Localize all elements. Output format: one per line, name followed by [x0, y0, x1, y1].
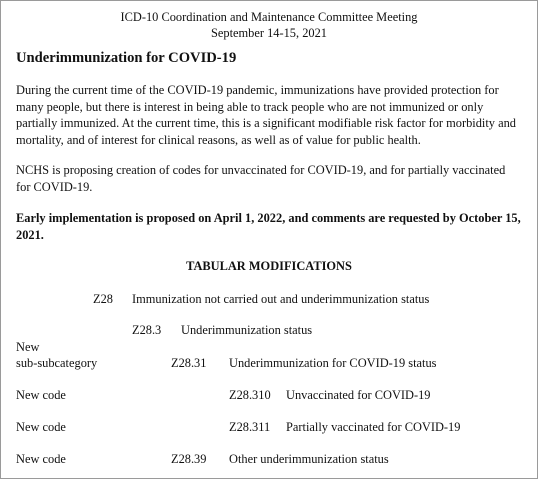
code-z28-310-description: Unvaccinated for COVID-19: [286, 388, 431, 402]
intro-paragraph: During the current time of the COVID-19 pandemic, immunizations have provided protection for many people, but there is interest in being able to track people who are not immunized or only partially immunized. At the current time, this is a significant modifiable risk factor for morbidity and mortality, and of interest for clinical reasons, as well as of value for public health.: [16, 83, 516, 147]
code-z28-311-description: Partially vaccinated for COVID-19: [286, 420, 461, 434]
row-label-new-code: New code: [16, 388, 66, 402]
implementation-paragraph: Early implementation is proposed on April 1, 2022, and comments are requested by October 15, 2021.: [16, 211, 521, 242]
code-z28-3-description: Underimmunization status: [181, 323, 313, 337]
code-z28-311: Z28.311: [229, 420, 271, 434]
proposal-paragraph: NCHS is proposing creation of codes for unvaccinated for COVID-19, and for partially vaccinated for COVID-19.: [16, 163, 506, 194]
row-label-sub-subcategory: sub-subcategory: [16, 356, 98, 370]
code-z28: Z28: [93, 292, 113, 306]
header-date: September 14-15, 2021: [211, 26, 327, 40]
code-z28-description: Immunization not carried out and underimmunization status: [132, 292, 430, 306]
code-z28-39-description: Other underimmunization status: [229, 452, 389, 466]
code-z28-39: Z28.39: [171, 452, 207, 466]
code-z28-31: Z28.31: [171, 356, 207, 370]
header-committee: ICD-10 Coordination and Maintenance Committee Meeting: [120, 10, 418, 24]
code-z28-31-description: Underimmunization for COVID-19 status: [229, 356, 437, 370]
code-z28-3: Z28.3: [132, 323, 162, 337]
code-z28-310: Z28.310: [229, 388, 271, 402]
page-title: Underimmunization for COVID-19: [16, 50, 237, 66]
row-label-new-code: New code: [16, 420, 66, 434]
row-label-new: New: [16, 340, 40, 354]
tabular-heading: TABULAR MODIFICATIONS: [186, 259, 352, 273]
row-label-new-code: New code: [16, 452, 66, 466]
